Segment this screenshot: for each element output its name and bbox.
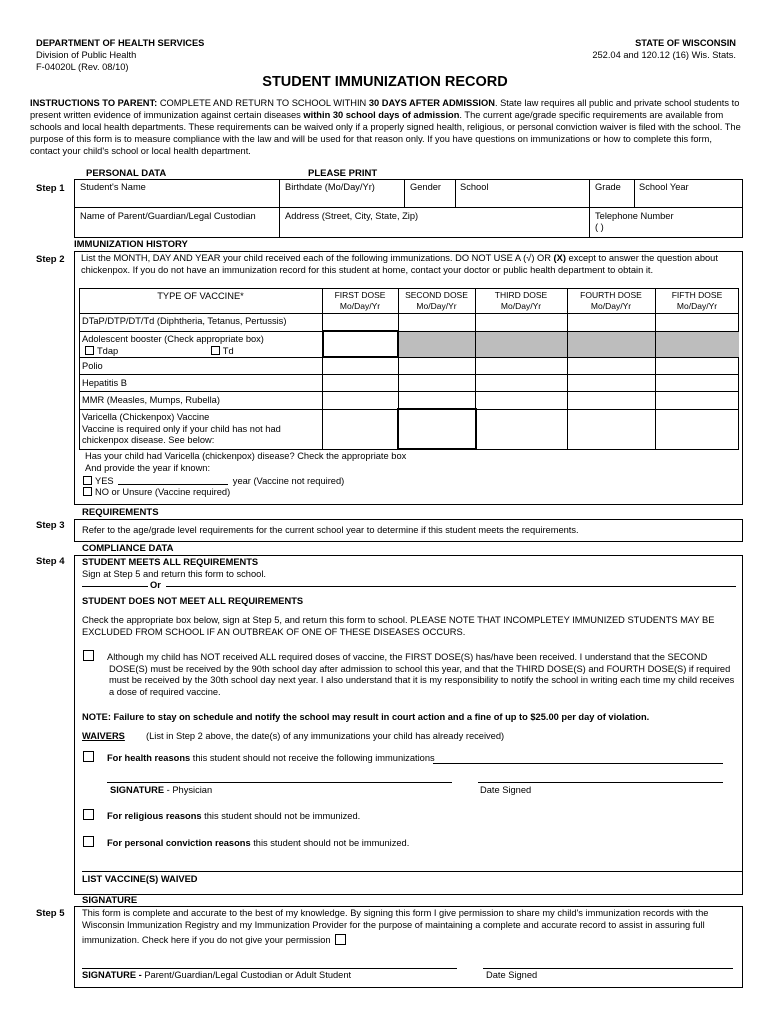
signature-section-label: SIGNATURE [82,895,138,906]
although-checkbox[interactable] [83,650,94,661]
chickenpox-year-input[interactable] [118,475,228,485]
row-hepatitis-b: Hepatitis B [82,378,127,388]
religious-reasons-text: For religious reasons this student should not be immunized. [107,811,361,821]
instructions-bold-2: within 30 school days of admission [303,110,460,120]
instructions-lead: INSTRUCTIONS TO PARENT: [30,98,158,108]
chickenpox-year-note: year (Vaccine not required) [232,475,345,486]
tdap-label: Tdap [97,345,119,356]
health-reasons-checkbox[interactable] [83,751,94,762]
td-label: Td [222,345,234,356]
gender-label: Gender [410,182,442,192]
instr-text-a: List the MONTH, DAY AND YEAR your child received each of the following immunizations. DO NOT USE A (√) OR [81,253,551,263]
birthdate-field[interactable] [282,181,402,206]
chickenpox-no-label: NO or Unsure (Vaccine required) [95,487,231,498]
telephone-label: Telephone Number [595,211,674,221]
school-year-label: School Year [639,182,689,192]
col-type-of-vaccine: TYPE OF VACCINE* [157,291,244,301]
although-text: Although my child has NOT received ALL required doses of vaccine, the FIRST DOSE(S) has/have been received. I understand that the SECOND DOSE(S) must be received by the 90th school day after admission to school this year, and that the THIRD DOSE(S) and FOURTH DOSE(S) if required must be received by the 30th school day next year. I also understand that it is my responsibility to notify the school in writing each time my child receives a dose of required vaccine. [107,652,735,697]
or-divider: Or [150,580,161,590]
statutes: 252.04 and 120.12 (16) Wis. Stats. [592,50,736,60]
page-title: STUDENT IMMUNIZATION RECORD [262,74,508,90]
form-number: F-04020L (Rev. 08/10) [36,62,129,72]
telephone-parens: ( ) [595,222,604,233]
chickenpox-question [83,451,406,499]
address-label: Address (Street, City, State, Zip) [285,211,419,221]
grade-field[interactable] [592,181,632,206]
waivers-instructions: (List in Step 2 above, the date(s) of any immunizations your child has already received) [146,731,505,741]
health-immunizations-line[interactable] [433,763,723,764]
guardian-label: Name of Parent/Guardian/Legal Custodian [80,211,256,221]
booster-shaded-area [398,331,739,357]
tdap-checkbox[interactable] [85,346,94,355]
varicella-second-dose-input[interactable] [397,408,477,450]
telephone-field[interactable] [592,210,740,236]
health-reasons-text: For health reasons this student should not receive the following immunizations [107,753,435,763]
col-second-dose: SECOND DOSE Mo/Day/Yr [405,290,468,311]
immunization-instructions [81,253,739,276]
instr-x: (X) [553,253,566,263]
please-print-label: PLEASE PRINT [308,168,378,179]
row-adolescent-booster [79,333,322,358]
gender-field[interactable] [407,181,453,206]
step-4-label: Step 4 [36,556,65,567]
students-name-field[interactable] [77,181,277,206]
grade-label: Grade [595,182,621,192]
instructions-bold-1: 30 DAYS AFTER ADMISSION [368,98,495,108]
instructions-text-2: . State law requires all public and private school students to present written evidence of immunization against certain diseases [30,98,740,120]
vaccines-waived-line[interactable] [82,871,742,872]
col-fourth-dose: FOURTH DOSE Mo/Day/Yr [580,290,642,311]
school-year-field[interactable] [636,181,740,206]
step-3-label: Step 3 [36,520,65,531]
col-third-dose: THIRD DOSE Mo/Day/Yr [494,290,548,311]
chickenpox-question-text: Has your child had Varicella (chickenpox) disease? Check the appropriate box [85,451,407,461]
compliance-data-label: COMPLIANCE DATA [82,543,174,554]
department-name: DEPARTMENT OF HEALTH SERVICES [36,38,205,48]
instructions [30,97,742,157]
chickenpox-yes-label: YES [95,475,114,486]
step-1-label: Step 1 [36,183,65,194]
parent-date-label: Date Signed [486,970,538,980]
instructions-text-1: COMPLETE AND RETURN TO SCHOOL WITHIN [159,98,367,108]
school-field[interactable] [457,181,587,206]
physician-date-line[interactable] [478,782,723,783]
physician-date-label: Date Signed [480,785,532,795]
personal-conviction-text: For personal conviction reasons this student should not be immunized. [107,838,410,848]
personal-data-label: PERSONAL DATA [86,168,167,179]
chickenpox-year-prompt: And provide the year if known: [85,462,211,473]
instructions-text-3: . The current age/grade specific requirements are available from schools and local health departments. These requirements can be waived only if a properly signed health, religious, or personal conviction waiver is filed with the school. The purpose of this form is to measure compliance with the law and will be used for that reason only. If you have questions on immunizations or how to complete this form, contact your child's school or local health department. [30,110,741,156]
step-5-label: Step 5 [36,908,65,919]
violation-note: NOTE: Failure to stay on schedule and notify the school may result in court action and a fine of up to $25.00 per day of violation. [82,712,650,722]
booster-first-dose-input[interactable] [322,330,399,358]
requirements-text: Refer to the age/grade level requirements for the current school year to determine if this student meets the requirements. [82,525,579,535]
religious-reasons-checkbox[interactable] [83,809,94,820]
td-checkbox[interactable] [211,346,220,355]
requirements-label: REQUIREMENTS [82,507,159,518]
row-dtap: DTaP/DTP/DT/Td (Diphtheria, Tetanus, Pertussis) [82,316,287,326]
school-label: School [460,182,489,192]
state-name: STATE OF WISCONSIN [635,38,736,48]
parent-signature-line[interactable] [82,968,457,969]
parent-date-line[interactable] [483,968,733,969]
meets-instructions: Sign at Step 5 and return this form to school. [82,569,266,579]
instr-text-b: except to answer the question about chickenpox. If you do not have an immunization record for this student at home, contact your doctor or public health department to obtain it. [81,253,718,275]
not-meets-instructions: Check the appropriate box below, sign at Step 5, and return this form to school. PLEASE NOTE THAT INCOMPLETEY IMMUNIZED STUDENTS MAY BE EXCLUDED FROM SCHOOL IF AN OUTBREAK OF ONE OF THESE DISEASES OCCURS. [82,615,715,637]
row-varicella: Varicella (Chickenpox) Vaccine Vaccine is required only if your child has not had chickenpox disease. See below: [82,412,281,446]
no-permission-checkbox[interactable] [335,934,346,945]
row-mmr: MMR (Measles, Mumps, Rubella) [82,395,220,405]
immunization-history-label: IMMUNIZATION HISTORY [74,239,188,250]
chickenpox-yes-checkbox[interactable] [83,476,92,485]
address-field[interactable] [282,210,587,236]
division-name: Division of Public Health [36,50,137,60]
physician-signature-label: SIGNATURE - Physician [110,785,213,795]
guardian-name-field[interactable] [77,210,277,236]
chickenpox-no-checkbox[interactable] [83,487,92,496]
col-fifth-dose: FIFTH DOSE Mo/Day/Yr [671,290,723,311]
students-name-label: Student's Name [80,182,146,192]
consent-text: This form is complete and accurate to the best of my knowledge. By signing this form I give permission to share my child's immunization records with the Wisconsin Immunization Registry and my Immunization Provider for the purpose of maintaining a complete and accurate record to assist in assuring full immunization. Check here if you do not give your permission [82,908,709,945]
list-vaccines-waived-label: LIST VACCINE(S) WAIVED [82,874,198,884]
step-2-label: Step 2 [36,254,65,265]
birthdate-label: Birthdate (Mo/Day/Yr) [285,182,375,192]
row-polio: Polio [82,361,103,371]
col-first-dose: FIRST DOSE Mo/Day/Yr [334,290,386,311]
waivers-label: WAIVERS [82,731,125,741]
meets-requirements: STUDENT MEETS ALL REQUIREMENTS [82,557,259,567]
not-meets-requirements: STUDENT DOES NOT MEET ALL REQUIREMENTS [82,596,304,606]
parent-signature-label: SIGNATURE - Parent/Guardian/Legal Custodian or Adult Student [82,970,352,980]
row-adolescent-label: Adolescent booster (Check appropriate box) [82,334,264,344]
personal-conviction-checkbox[interactable] [83,836,94,847]
physician-signature-line[interactable] [107,782,452,783]
